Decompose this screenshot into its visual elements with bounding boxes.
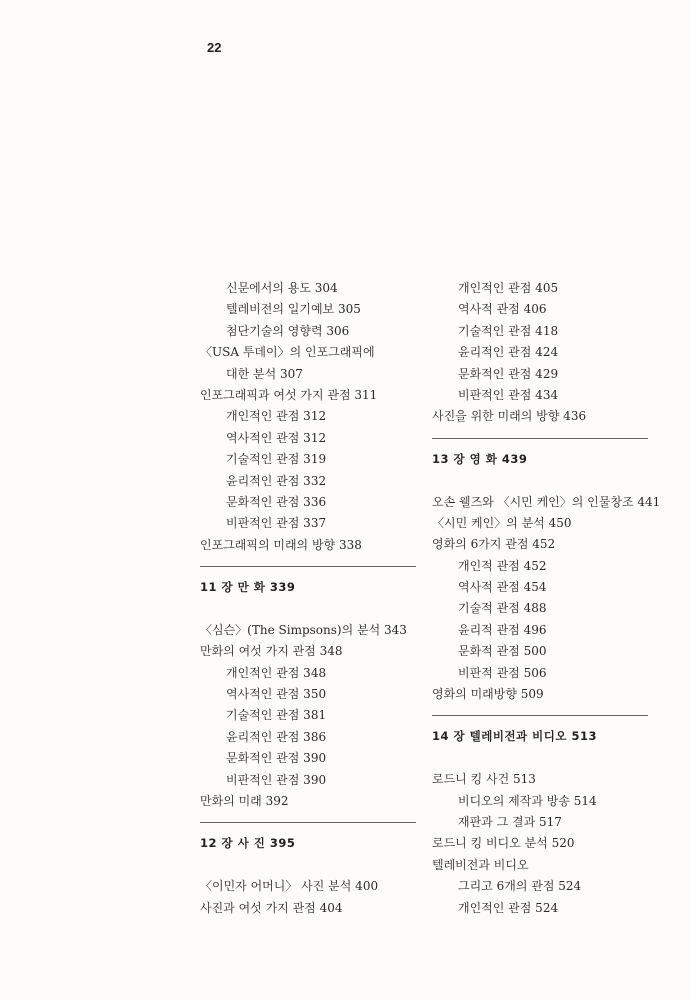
toc-subentry: 비판적인 관점 434 (458, 387, 559, 402)
toc-subentry: 윤리적인 관점 332 (226, 473, 327, 488)
toc-subentry: 기술적인 관점 381 (226, 708, 327, 723)
toc-entry: 오손 웰즈와 〈시민 케인〉의 인물창조 441 (432, 494, 661, 509)
toc-subentry: 첨단기술의 영향력 306 (226, 323, 350, 338)
page-number: 22 (207, 40, 222, 55)
toc-entry: 〈USA 투데이〉의 인포그래픽에 (200, 345, 375, 360)
toc-subentry: 문화적 관점 500 (458, 644, 547, 659)
toc-entry: 사진을 위한 미래의 방향 436 (432, 409, 587, 424)
toc-subentry: 문화적인 관점 336 (226, 494, 327, 509)
toc-subentry: 개인적인 관점 405 (458, 281, 559, 295)
chapter-heading: 14 장 텔레비전과 비디오 513 (432, 729, 598, 744)
toc-subentry: 비판적인 관점 337 (226, 516, 327, 531)
toc-right-column (432, 278, 661, 919)
toc-entry: 인포그래픽과 여섯 가지 관점 311 (200, 387, 378, 402)
toc-subentry: 역사적 관점 454 (458, 580, 547, 595)
toc-subentry: 대한 분석 307 (226, 366, 303, 381)
toc-subentry: 재판과 그 결과 517 (458, 814, 562, 829)
toc-entry: 〈심슨〉(The Simpsons)의 분석 343 (200, 622, 407, 637)
toc-entry: 텔레비전과 비디오 (432, 857, 529, 872)
toc-subentry: 윤리적 관점 496 (458, 622, 547, 637)
toc-subentry: 윤리적인 관점 424 (458, 345, 559, 360)
toc-entry: 인포그래픽의 미래의 방향 338 (200, 537, 362, 552)
toc-subentry: 그리고 6개의 관점 524 (458, 879, 582, 894)
toc-subentry: 역사적인 관점 312 (226, 430, 327, 445)
toc-subentry: 비판적인 관점 390 (226, 772, 327, 787)
toc-subentry: 기술적 관점 488 (458, 601, 547, 616)
toc-subentry: 기술적인 관점 418 (458, 323, 559, 338)
toc-entry: 영화의 미래방향 509 (432, 687, 544, 702)
toc-subentry: 윤리적인 관점 386 (226, 729, 327, 744)
toc-subentry: 비판적 관점 506 (458, 665, 547, 680)
chapter-heading: 12 장 사 진 395 (200, 836, 296, 851)
toc-entry: 〈시민 케인〉의 분석 450 (432, 515, 572, 530)
toc-subentry: 개인적인 관점 312 (226, 409, 327, 424)
toc-subentry: 역사적 관점 406 (458, 302, 547, 317)
toc-subentry: 신문에서의 용도 304 (226, 281, 338, 295)
chapter-heading: 11 장 만 화 339 (200, 580, 296, 595)
toc-subentry: 개인적인 관점 524 (458, 900, 559, 915)
toc-entry: 〈이민자 어머니〉 사진 분석 400 (200, 879, 379, 894)
toc-left-column (200, 278, 416, 919)
toc-subentry: 비디오의 제작과 방송 514 (458, 793, 597, 808)
toc-subentry: 텔레비전의 일기예보 305 (226, 302, 361, 317)
toc-entry: 사진과 여섯 가지 관점 404 (200, 900, 343, 915)
toc-entry: 만화의 여섯 가지 관점 348 (200, 644, 343, 659)
toc-entry: 로드니 킹 사건 513 (432, 772, 536, 787)
chapter-heading: 13 장 영 화 439 (432, 451, 528, 466)
toc-subentry: 개인적인 관점 348 (226, 665, 327, 680)
toc-entry: 로드니 킹 비디오 분석 520 (432, 836, 575, 851)
toc-subentry: 개인적 관점 452 (458, 558, 547, 573)
toc-subentry: 문화적인 관점 429 (458, 366, 559, 381)
toc-subentry: 역사적인 관점 350 (226, 687, 327, 702)
toc-entry: 만화의 미래 392 (200, 793, 289, 808)
toc-subentry: 기술적인 관점 319 (226, 452, 327, 467)
toc-entry: 영화의 6가지 관점 452 (432, 537, 556, 552)
toc-subentry: 문화적인 관점 390 (226, 751, 327, 766)
